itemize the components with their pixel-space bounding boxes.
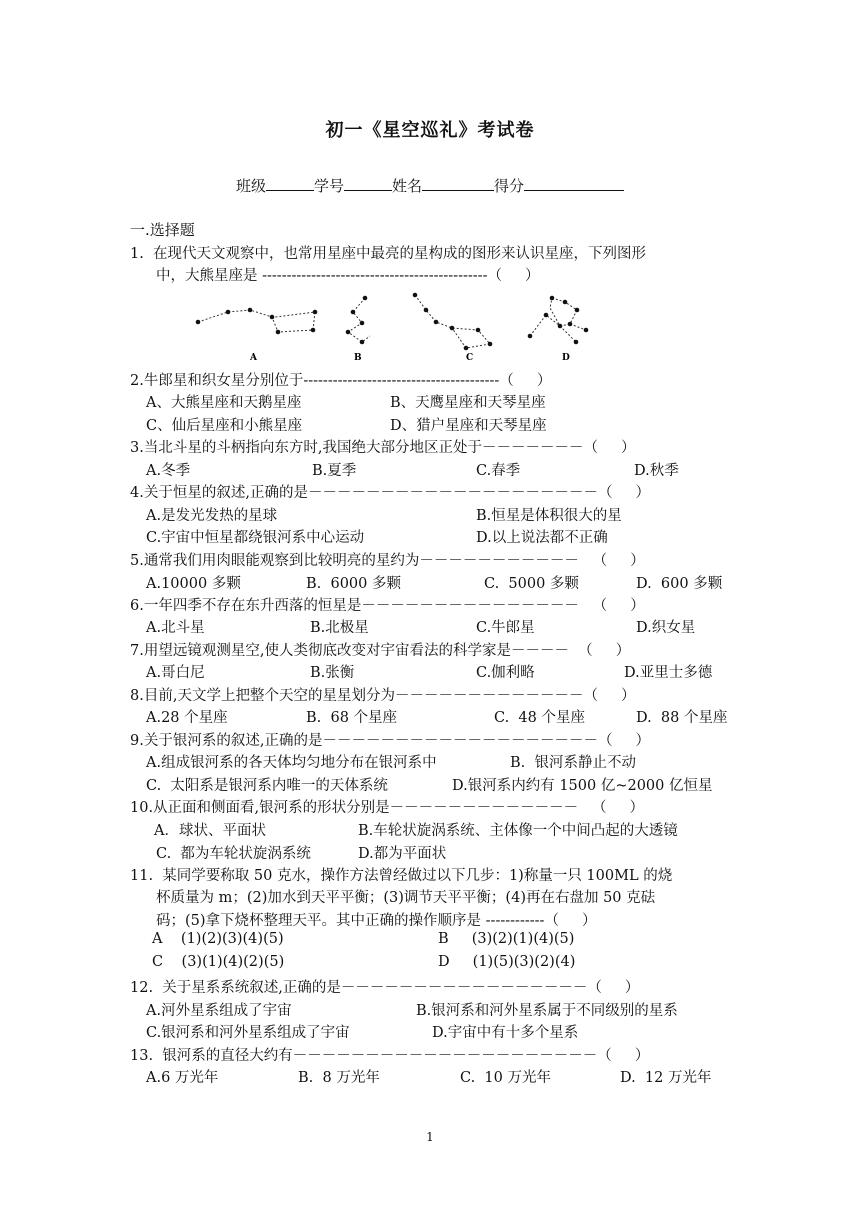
q9-option-b[interactable]: B. 银河系静止不动 (510, 755, 636, 771)
q12-stem: 12. 关于星系系统叙述,正确的是－－－－－－－－－－－－－－－－－（ ） (130, 980, 640, 996)
figure-c-label: C (466, 353, 474, 363)
q13-option-c[interactable]: C. 10 万光年 (460, 1070, 551, 1086)
q12-option-b[interactable]: B.银河系和河外星系属于不同级别的星系 (416, 1003, 678, 1019)
q10-stem: 10.从正面和侧面看,银河系的形状分别是－－－－－－－－－－－－－ （ ） (130, 800, 645, 816)
q8-stem: 8.目前,天文学上把整个天空的星星划分为－－－－－－－－－－－－－（ ） (130, 688, 636, 704)
q5-option-b[interactable]: B. 6000 多颗 (306, 576, 401, 592)
q10-option-b[interactable]: B.车轮状旋涡系统、主体像一个中间凸起的大透镜 (358, 823, 678, 839)
q12-option-a[interactable]: A.河外星系组成了宇宙 (146, 1003, 292, 1019)
q6-stem: 6.一年四季不存在东升西落的恒星是－－－－－－－－－－－－－－－ （ ） (130, 598, 645, 614)
constellation-figures (190, 290, 590, 365)
q10-option-c[interactable]: C. 都为车轮状旋涡系统 (156, 846, 311, 862)
q12-option-d[interactable]: D.宇宙中有十多个星系 (432, 1025, 579, 1041)
student-id-field[interactable] (344, 176, 392, 191)
q11-option-c[interactable]: C (3)(1)(4)(2)(5) (152, 954, 285, 970)
student-info-row (0, 175, 860, 196)
q10-option-a[interactable]: A．球状、平面状 (154, 823, 266, 839)
q2-option-d[interactable]: D、猎户星座和天琴星座 (390, 418, 547, 434)
figure-a (198, 310, 315, 332)
q11-stem-line1: 11. 某同学要称取 50 克水，操作方法曾经做过以下几步：1)称量一只 100ML 的烧 (130, 868, 673, 884)
q7-option-a[interactable]: A.哥白尼 (146, 665, 205, 681)
q5-option-c[interactable]: C. 5000 多颗 (484, 576, 579, 592)
figure-d-label: D (562, 353, 570, 363)
q8-option-d[interactable]: D. 88 个星座 (636, 710, 728, 726)
q6-option-d[interactable]: D.织女星 (636, 620, 696, 636)
q2-option-b[interactable]: B、天鹰星座和天琴星座 (390, 395, 546, 411)
figure-d (530, 298, 586, 342)
q13-option-b[interactable]: B. 8 万光年 (298, 1070, 380, 1086)
q6-option-b[interactable]: B.北极星 (310, 620, 369, 636)
score-label: 得分 (494, 177, 525, 195)
q3-option-b[interactable]: B.夏季 (312, 463, 357, 479)
q4-stem: 4.关于恒星的叙述,正确的是－－－－－－－－－－－－－－－－－－－－（ ） (130, 485, 650, 501)
q11-option-d[interactable]: D (1)(5)(3)(2)(4) (438, 954, 576, 970)
q1-stem-line1: 1. 在现代天文观察中，也常用星座中最亮的星构成的图形来认识星座，下列图形 (130, 246, 647, 262)
q3-option-c[interactable]: C.春季 (476, 463, 521, 479)
q6-option-c[interactable]: C.牛郎星 (476, 620, 535, 636)
q11-option-a[interactable]: A (1)(2)(3)(4)(5) (152, 931, 284, 947)
q8-option-c[interactable]: C. 48 个星座 (494, 710, 585, 726)
q9-option-a[interactable]: A.组成银河系的各天体均匀地分布在银河系中 (146, 755, 437, 771)
q9-option-c[interactable]: C. 太阳系是银河系内唯一的天体系统 (146, 778, 388, 794)
q3-stem: 3.当北斗星的斗柄指向东方时,我国绝大部分地区正处于－－－－－－－（ ） (130, 440, 636, 456)
q2-option-a[interactable]: A、大熊星座和天鹅星座 (146, 395, 302, 411)
q13-stem: 13. 银河系的直径大约有－－－－－－－－－－－－－－－－－－－－－（ ） (130, 1048, 650, 1064)
q5-option-d[interactable]: D. 600 多颗 (636, 576, 723, 592)
q13-option-a[interactable]: A.6 万光年 (146, 1070, 219, 1086)
q11-stem-line2: 杯质量为 m；(2)加水到天平平衡；(3)调节天平平衡；(4)再在右盘加 50 克砝 (156, 890, 656, 906)
q4-option-c[interactable]: C.宇宙中恒星都绕银河系中心运动 (146, 530, 365, 546)
figure-b-label: B (354, 353, 362, 363)
q3-option-d[interactable]: D.秋季 (634, 463, 679, 479)
q8-option-b[interactable]: B. 68 个星座 (306, 710, 398, 726)
q8-option-a[interactable]: A.28 个星座 (146, 710, 228, 726)
q5-stem: 5.通常我们用肉眼能观察到比较明亮的星约为－－－－－－－－－－－ （ ） (130, 553, 645, 569)
q11-option-b[interactable]: B (3)(2)(1)(4)(5) (438, 931, 575, 947)
q4-option-b[interactable]: B.恒星是体积很大的星 (476, 508, 622, 524)
section-heading: 一.选择题 (130, 221, 195, 239)
q7-option-b[interactable]: B.张衡 (310, 665, 355, 681)
q2-option-c[interactable]: C、仙后星座和小熊星座 (146, 418, 303, 434)
figure-c (415, 295, 490, 348)
q7-option-d[interactable]: D.亚里士多德 (624, 665, 713, 681)
q1-stem-line2: 中，大熊星座是 ----------------------------------------------（ ） (156, 268, 540, 284)
score-field[interactable] (524, 176, 624, 191)
q9-option-d[interactable]: D.银河系内约有 1500 亿~2000 亿恒星 (452, 778, 713, 794)
q2-stem: 2.牛郎星和织女星分别位于----------------------------------------（ ） (130, 373, 552, 389)
q7-option-c[interactable]: C.伽利略 (476, 665, 535, 681)
name-label: 姓名 (392, 177, 423, 195)
class-field[interactable] (266, 176, 314, 191)
page-title: 初一《星空巡礼》考试卷 (325, 120, 535, 141)
q3-option-a[interactable]: A.冬季 (146, 463, 191, 479)
q11-stem-line3: 码；(5)拿下烧杯整理天平。其中正确的操作顺序是 ------------（ ） (156, 913, 597, 929)
class-label: 班级 (235, 177, 266, 195)
page-number: 1 (426, 1130, 434, 1144)
q5-option-a[interactable]: A.10000 多颗 (146, 576, 241, 592)
q10-option-d[interactable]: D.都为平面状 (358, 846, 447, 862)
q9-stem: 9.关于银河系的叙述,正确的是－－－－－－－－－－－－－－－－－－－（ ） (130, 733, 650, 749)
q12-option-c[interactable]: C.银河系和河外星系组成了宇宙 (146, 1025, 350, 1041)
student-id-label: 学号 (313, 177, 344, 195)
q13-option-d[interactable]: D. 12 万光年 (620, 1070, 712, 1086)
name-field[interactable] (422, 176, 494, 191)
q6-option-a[interactable]: A.北斗星 (146, 620, 205, 636)
q7-stem: 7.用望远镜观测星空,使人类彻底改变对宇宙看法的科学家是－－－－ （ ） (130, 643, 631, 659)
figure-b (348, 298, 370, 342)
q4-option-a[interactable]: A.是发光发热的星球 (146, 508, 278, 524)
q4-option-d[interactable]: D.以上说法都不正确 (476, 530, 608, 546)
figure-a-label: A (250, 353, 257, 363)
